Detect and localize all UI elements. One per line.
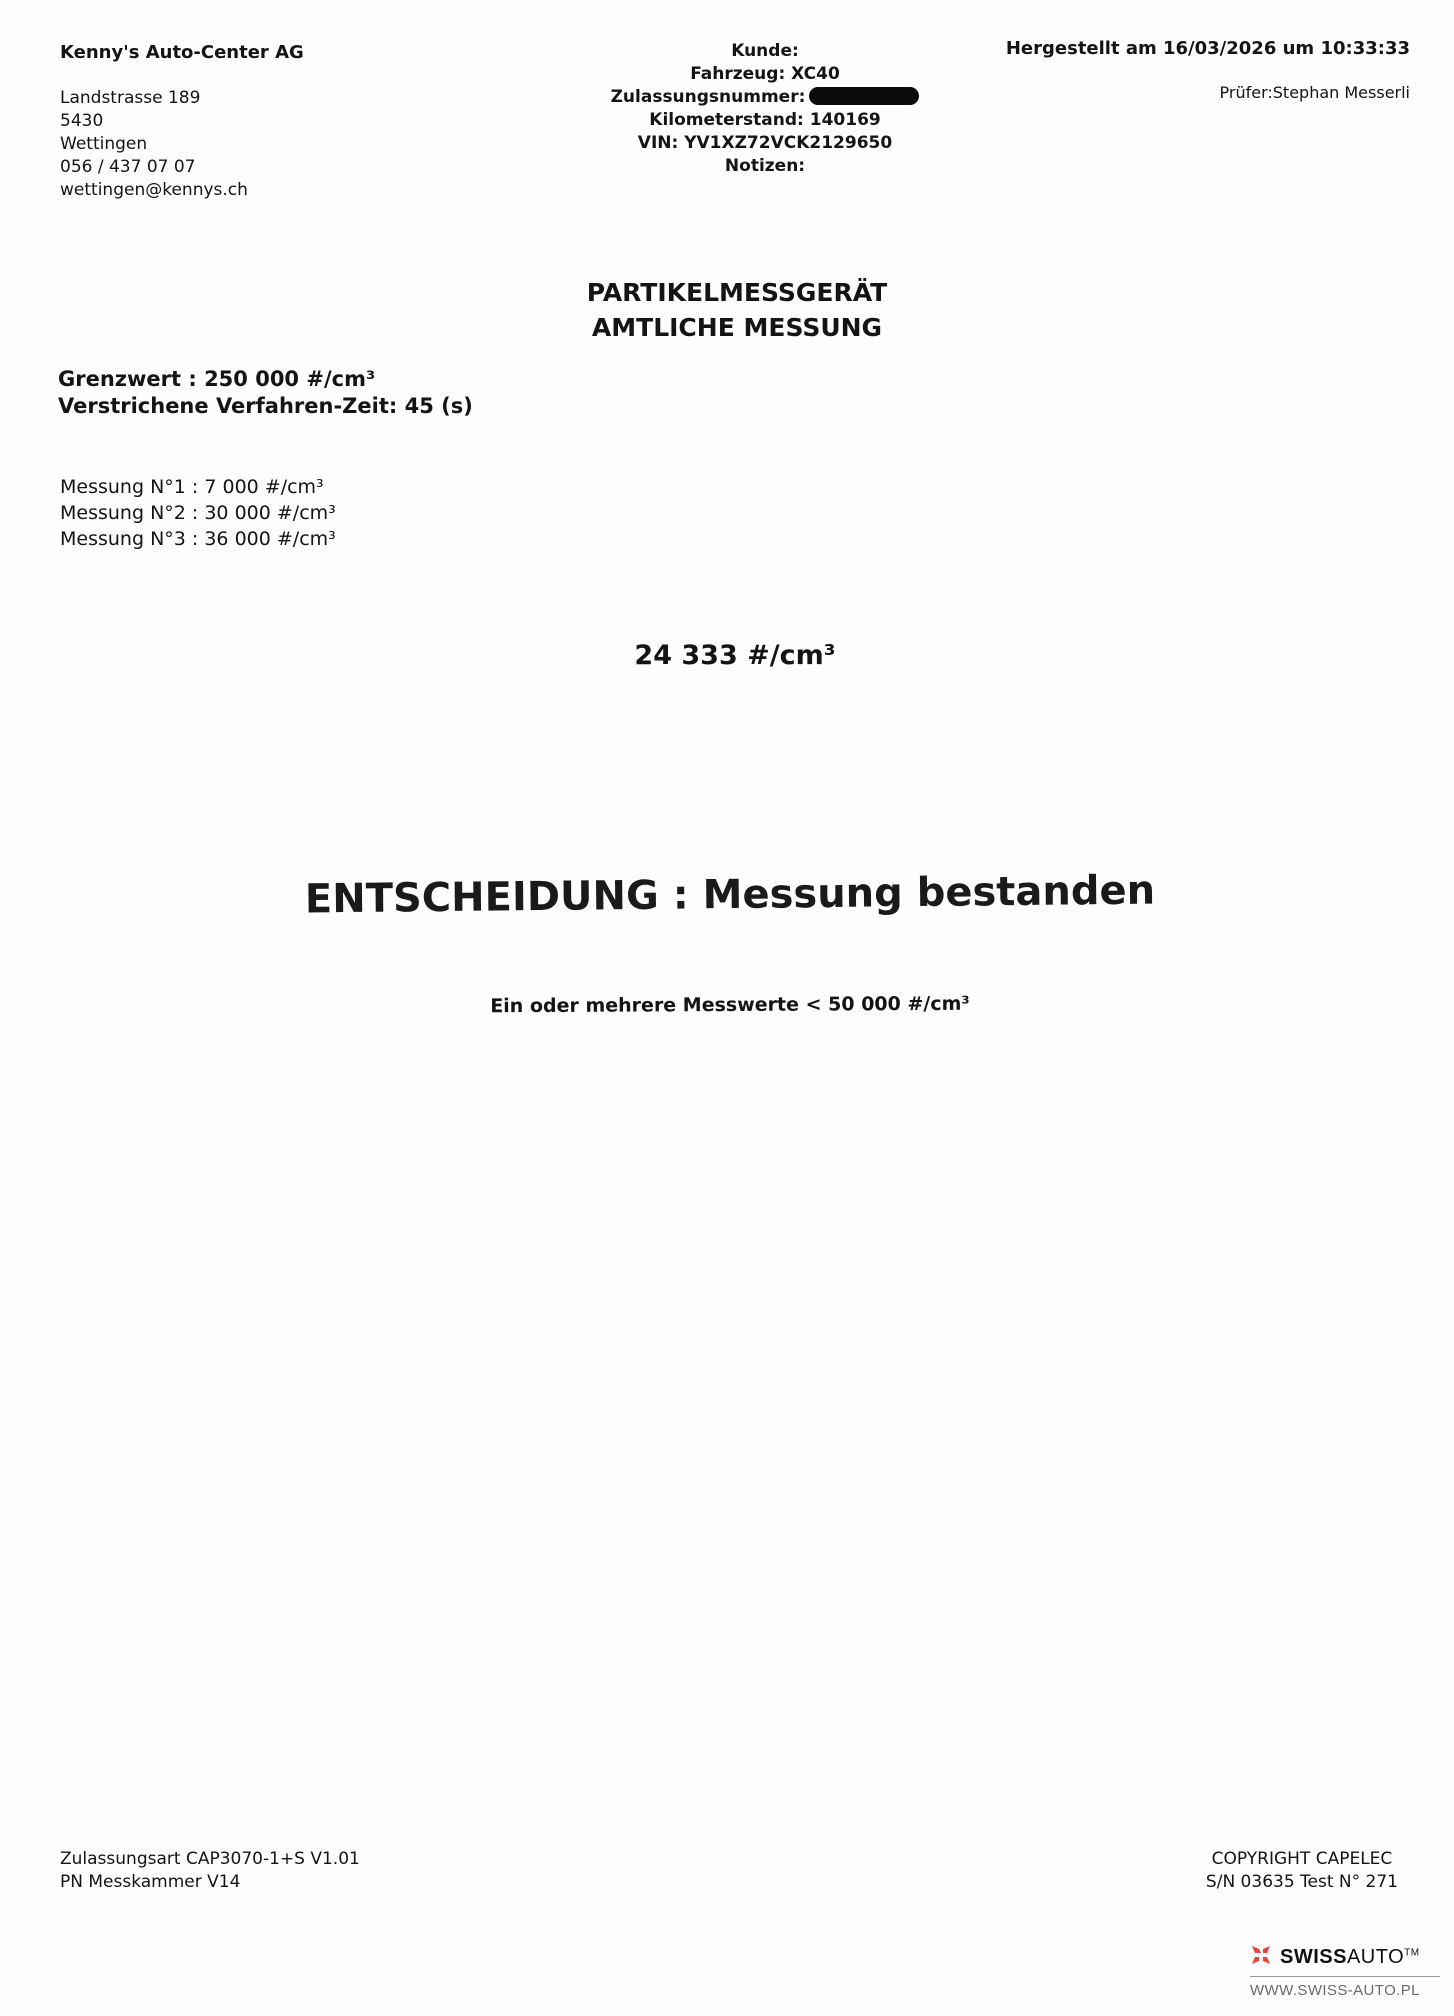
vehicle-info	[560, 40, 970, 178]
measurements-list	[60, 474, 336, 552]
chamber-version: PN Messkammer V14	[60, 1872, 241, 1892]
mileage: Kilometerstand: 140169	[649, 110, 881, 130]
created-timestamp: Hergestellt am 16/03/2026 um 10:33:33	[1005, 38, 1410, 59]
brand-light: AUTO	[1346, 1945, 1405, 1968]
address-street: Landstrasse 189	[60, 88, 201, 108]
registration-label: Zulassungsnummer:	[610, 87, 806, 107]
mean-value: 24 333 #/cm³	[634, 640, 836, 671]
inspector-name: Prüfer:Stephan Messerli	[1219, 83, 1410, 102]
footer-copyright	[1206, 1848, 1398, 1894]
elapsed-time: Verstrichene Verfahren-Zeit: 45 (s)	[58, 394, 473, 418]
address-zip: 5430	[60, 111, 104, 131]
brand-url: WWW.SWISS-AUTO.PL	[1250, 1982, 1420, 1999]
brand-name	[1280, 1946, 1420, 1969]
trademark: TM	[1404, 1946, 1420, 1958]
document-title	[527, 275, 947, 345]
limit-value: Grenzwert : 250 000 #/cm³	[58, 367, 376, 391]
address-city: Wettingen	[60, 134, 148, 154]
company-name: Kenny's Auto-Center AG	[60, 42, 304, 63]
notes-label: Notizen:	[724, 156, 806, 176]
measurement-2: Messung N°2 : 30 000 #/cm³	[60, 502, 336, 524]
brand-bold: SWISS	[1280, 1945, 1347, 1968]
measurement-1: Messung N°1 : 7 000 #/cm³	[60, 476, 324, 498]
copyright: COPYRIGHT CAPELEC	[1211, 1849, 1393, 1869]
address-phone: 056 / 437 07 07	[60, 157, 196, 177]
vin: VIN: YV1XZ72VCK2129650	[637, 133, 893, 153]
footer-approval	[60, 1848, 360, 1894]
title-line-1: PARTIKELMESSGERÄT	[586, 278, 888, 307]
swiss-cross-icon	[1250, 1944, 1272, 1970]
brand-divider	[1250, 1976, 1440, 1977]
approval-type: Zulassungsart CAP3070-1+S V1.01	[60, 1849, 360, 1869]
customer-label: Kunde:	[731, 41, 799, 61]
company-address	[60, 87, 248, 202]
measurement-3: Messung N°3 : 36 000 #/cm³	[60, 528, 336, 550]
decision-result: ENTSCHEIDUNG : Messung bestanden	[304, 867, 1156, 923]
decision-note: Ein oder mehrere Messwerte < 50 000 #/cm³	[490, 992, 970, 1018]
registration-number	[560, 86, 970, 109]
limits-block	[58, 366, 473, 420]
swissauto-watermark	[1250, 1944, 1440, 1999]
address-email: wettingen@kennys.ch	[60, 180, 248, 200]
title-line-2: AMTLICHE MESSUNG	[591, 313, 883, 342]
serial-test-number: S/N 03635 Test N° 271	[1205, 1872, 1398, 1892]
redaction-mark	[809, 87, 919, 105]
vehicle-model: Fahrzeug: XC40	[690, 64, 840, 84]
